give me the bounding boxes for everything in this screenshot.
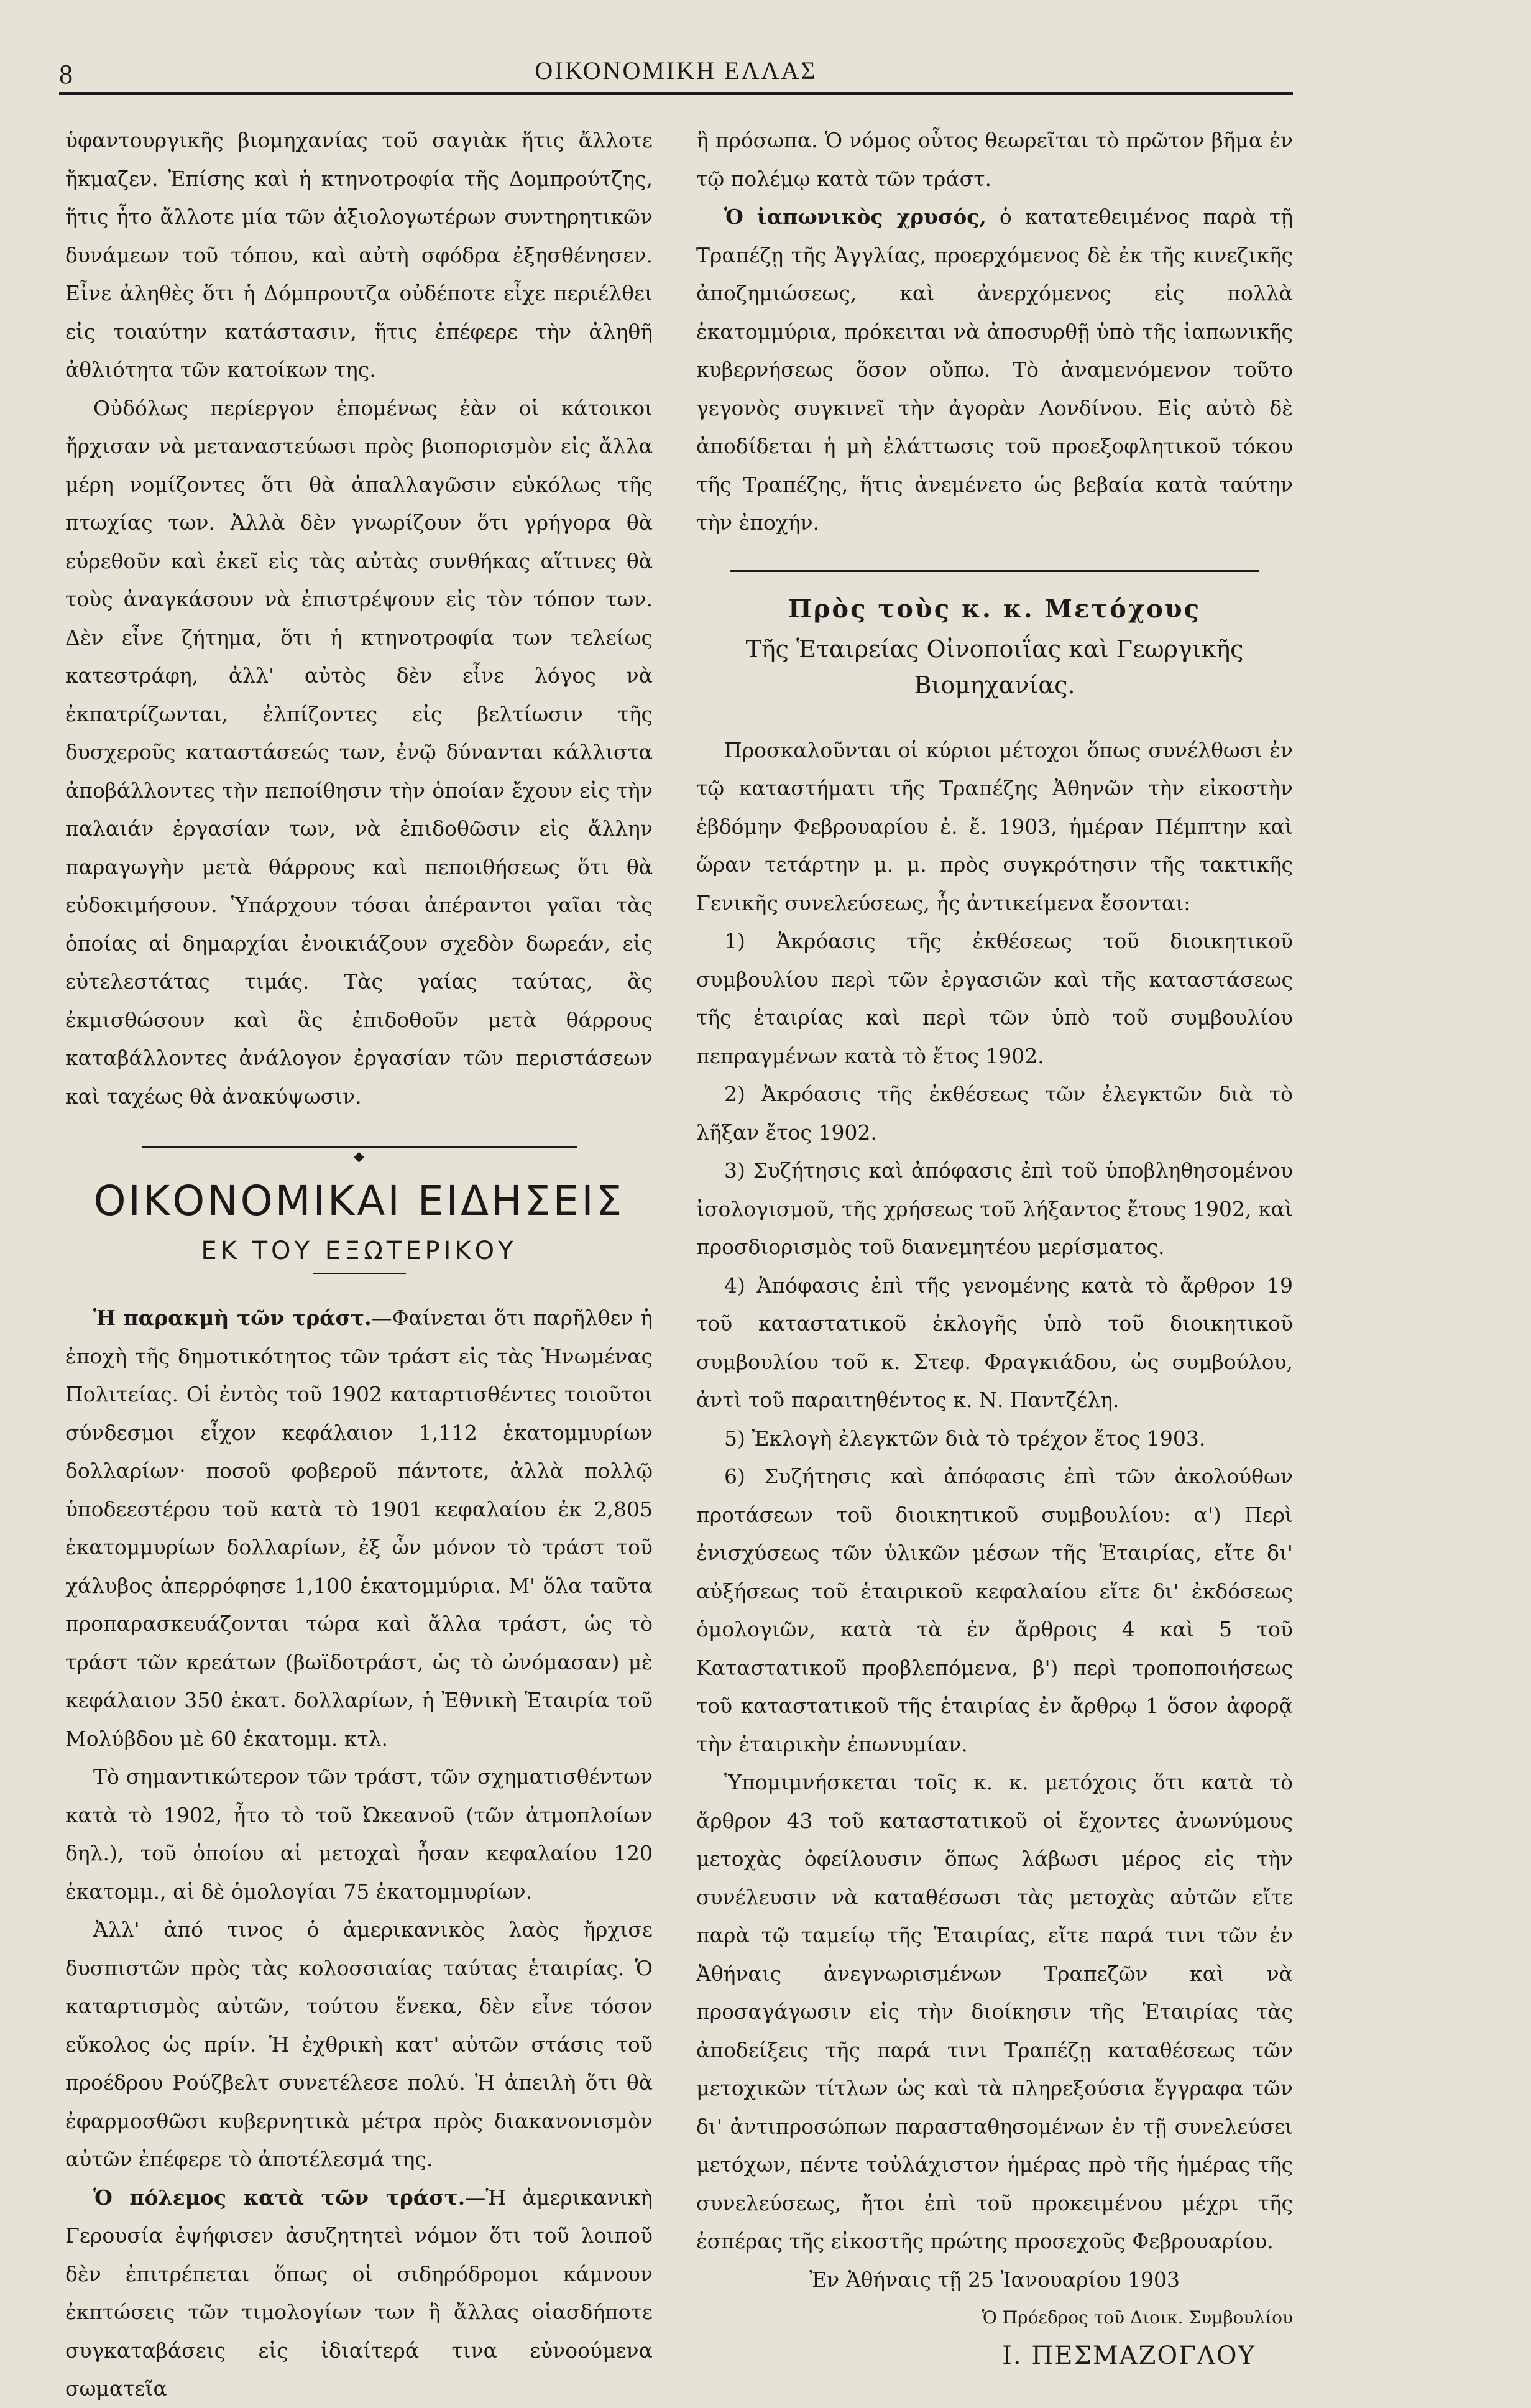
header-rule <box>59 92 1293 95</box>
agenda-item-1: 1) Ἀκρόασις τῆς ἐκθέσεως τοῦ διοικητικοῦ συμβουλίου περὶ τῶν ἐργασιῶν καὶ τῆς καταστάσεως τῆς ἑταιρίας καὶ περὶ τῶν ὑπὸ τοῦ συμβουλίου πεπραγμένων κατὰ τὸ ἔτος 1902. <box>696 929 1293 1068</box>
section-subtitle: ΕΚ ΤΟΥ ΕΞΩΤΕΡΙΚΟΥ <box>201 1237 517 1265</box>
notice-intro: Προσκαλοῦνται οἱ κύριοι μέτοχοι ὅπως συνέλθωσι ἐν τῷ καταστήματι τῆς Τραπέζης Ἀθηνῶν τὴν εἰκοστὴν ἑβδόμην Φεβρουαρίου ἐ. ἔ. 1903, ἡμέραν Πέμπτην καὶ ὥραν τετάρτην μ. μ. πρὸς συγκρότησιν τῆς τακτικῆς Γενικῆς συνελεύσεως, ἧς ἀντικείμενα ἔσονται: <box>696 737 1293 915</box>
agenda-item-6: 6) Συζήτησις καὶ ἀπόφασις ἐπὶ τῶν ἀκολούθων προτάσεων τοῦ διοικητικοῦ συμβουλίου: α') Περὶ ἐνισχύσεως τῶν ὑλικῶν μέσων τῆς Ἑταιρίας, εἴτε δι' αὐξήσεως τοῦ ἑταιρικοῦ κεφαλαίου εἴτε δι' ἐκδόσεως ὁμολογιῶν, κατὰ τὰ ἐν ἄρθροις 4 καὶ 5 τοῦ Καταστατικοῦ προβλεπόμενα, β') περὶ τροποποιήσεως τοῦ καταστατικοῦ τῆς ἑταιρίας ἐν ἄρθρῳ 1 ὅσον ἀφορᾷ τὴν ἑταιρικὴν ἐπωνυμίαν. <box>696 1464 1293 1756</box>
left-column <box>65 121 653 2408</box>
notice-date: Ἐν Ἀθήναις τῇ 25 Ἰανουαρίου 1903 <box>809 2267 1180 2292</box>
news-headline: Ὁ ἰαπωνικὸς χρυσός, <box>724 205 986 229</box>
page-header <box>59 56 1293 93</box>
news-headline: Ἡ παρακμὴ τῶν τράστ. <box>93 1306 372 1330</box>
agenda-item-3: 3) Συζήτησις καὶ ἀπόφασις ἐπὶ τοῦ ὑποβληθησομένου ἰσολογισμοῦ, τῆς χρήσεως τοῦ λήξαντος ἔτους 1902, καὶ προσδιορισμὸς τοῦ διανεμητέου μερίσματος. <box>696 1158 1293 1259</box>
journal-title: ΟΙΚΟΝΟΜΙΚΗ ΕΛΛΑΣ <box>535 57 817 85</box>
page-number: 8 <box>59 59 73 90</box>
signer-name: Ι. ΠΕΣΜΑΖΟΓΛΟΥ <box>1002 2341 1256 2370</box>
agenda-item-4: 4) Ἀπόφασις ἐπὶ τῆς γενομένης κατὰ τὸ ἄρθρον 19 τοῦ καταστατικοῦ ἐκλογῆς ὑπὸ τοῦ διοικητικοῦ συμβουλίου τοῦ κ. Στεφ. Φραγκιάδου, ὡς συμβούλου, ἀντὶ τοῦ παραιτηθέντος κ. Ν. Παντζέλη. <box>696 1273 1293 1412</box>
news-paragraph: Ἀλλ' ἀπό τινος ὁ ἀμερικανικὸς λαὸς ἤρχισε δυσπιστῶν πρὸς τὰς κολοσσιαίας ταύτας ἑταιρίας. Ὁ καταρτισμὸς αὐτῶν, τούτου ἕνεκα, δὲν εἶνε τόσον εὔκολος ὡς πρίν. Ἡ ἐχθρικὴ κατ' αὐτῶν στάσις τοῦ προέδρου Ρούζβελτ συνετέλεσε πολύ. Ἡ ἀπειλὴ ὅτι θὰ ἐφαρμοσθῶσι κυβερνητικὰ μέτρα πρὸς διακανονισμὸν αὐτῶν ἐπέφερε τὸ ἀποτέλεσμά της. <box>65 1917 653 2171</box>
news-continuation: ἢ πρόσωπα. Ὁ νόμος οὗτος θεωρεῖται τὸ πρῶτον βῆμα ἐν τῷ πολέμῳ κατὰ τῶν τράστ. <box>696 128 1293 191</box>
news-body: —Φαίνεται ὅτι παρῆλθεν ἡ ἐποχὴ τῆς δημοτικότητος τῶν τράστ εἰς τὰς Ἡνωμένας Πολιτείας. Οἱ ἐντὸς τοῦ 1902 καταρτισθέντες τοιοῦτοι σύνδεσμοι εἶχον κεφάλαιον 1,112 ἑκατομμυρίων δολλαρίων· ποσοῦ φοβεροῦ πάντοτε, ἀλλὰ πολλῷ ὑποδεεστέρου τοῦ κατὰ τὸ 1901 κεφαλαίου ἐκ 2,805 ἑκατομμυρίων δολλαρίων, ἐξ ὧν μόνον τὸ τράστ τοῦ χάλυβος ἀπερρόφησε 1,100 ἑκατομμύρια. Μ' ὅλα ταῦτα προπαρασκευάζονται τώρα καὶ ἄλλα τράστ, ὡς τὸ τράστ τῶν κρεάτων (βωϊδοτράστ, ὡς τὸ ὠνόμασαν) μὲ κεφάλαιον 350 ἑκατ. δολλαρίων, ἡ Ἐθνικὴ Ἑταιρία τοῦ Μολύβδου μὲ 60 ἑκατομμ. κτλ. <box>65 1306 653 1751</box>
article-paragraph-1: ὑφαντουργικῆς βιομηχανίας τοῦ σαγιὰκ ἥτις ἄλλοτε ἤκμαζεν. Ἐπίσης καὶ ἡ κτηνοτροφία τῆς Δομπρούτζης, ἥτις ἦτο ἄλλοτε μία τῶν ἀξιολογωτέρων συντηρητικῶν δυνάμεων τοῦ τόπου, καὶ αὐτὴ σφόδρα ἐξησθένησεν. Εἶνε ἀληθὲς ὅτι ἡ Δόμπρουτζα οὐδέποτε εἶχε περιέλθει εἰς τοιαύτην κατάστασιν, ἥτις ἐπέφερε τὴν ἀληθῆ ἀθλιότητα τῶν κατοίκων της. <box>65 128 653 382</box>
news-item-war-on-trusts <box>65 2179 653 2408</box>
article-paragraph-2: Οὐδόλως περίεργον ἑπομένως ἐὰν οἱ κάτοικοι ἤρχισαν νὰ μεταναστεύωσι πρὸς βιοπορισμὸν εἰς ἄλλα μέρη νομίζοντες ὅτι θὰ ἀπαλλαγῶσιν εὐκόλως τῆς πτωχίας των. Ἀλλὰ δὲν γνωρίζουν ὅτι γρήγορα θὰ εὑρεθοῦν καὶ ἐκεῖ εἰς τὰς αὐτὰς συνθήκας αἵτινες θὰ τοὺς ἀναγκάσουν νὰ ἐπιστρέψουν εἰς τὸν τόπον των. Δὲν εἶνε ζήτημα, ὅτι ἡ κτηνοτροφία των τελείως κατεστράφη, ἀλλ' αὐτὸς δὲν εἶνε λόγος νὰ ἐκπατρίζωνται, ἐλπίζοντες εἰς βελτίωσιν τῆς δυσχεροῦς καταστάσεώς των, ἐνῷ δύνανται κάλλιστα ἀποβάλλοντες τὴν πεποίθησιν τὴν ὁποίαν ἔχουν εἰς τὴν παλαιάν ἐργασίαν των, νὰ ἐπιδοθῶσιν εἰς ἄλλην παραγωγὴν μετὰ θάρρους καὶ πεποιθήσεως ὅτι θὰ εὐδοκιμήσουν. Ὑπάρχουν τόσαι ἀπέραντοι γαῖαι τὰς ὁποίας αἱ δημαρχίαι ἐνοικιάζουν σχεδὸν δωρεάν, εἰς εὐτελεστάτας τιμάς. Τὰς γαίας ταύτας, ἂς ἐκμισθώσουν καὶ ἂς ἐπιδοθοῦν μετὰ θάρρους καταβάλλοντες ἀνάλογον ἐργασίαν τῶν περιστάσεων καὶ ταχέως θὰ ἀνακύψωσιν. <box>65 395 653 1109</box>
news-body: ὁ κατατεθειμένος παρὰ τῇ Τραπέζῃ τῆς Ἀγγλίας, προερχόμενος δὲ ἐκ τῆς κινεζικῆς ἀποζημιώσεως, καὶ ἀνερχόμενος εἰς πολλὰ ἑκατομμύρια, πρόκειται νὰ ἀποσυρθῇ ὑπὸ τῆς ἰαπωνικῆς κυβερνήσεως ὅσον οὔπω. Τὸ ἀναμενόμενον τοῦτο γεγονὸς συγκινεῖ τὴν ἀγορὰν Λονδίνου. Εἰς αὐτὸ δὲ ἀποδίδεται ἡ μὴ ἐλάττωσις τοῦ προεξοφλητικοῦ τόκου τῆς Τραπέζης, ἥτις ἀνεμένετο ὡς βεβαία κατὰ ταύτην τὴν ἐποχήν. <box>696 205 1293 535</box>
notice-reminder: Ὑπομιμνήσκεται τοῖς κ. κ. μετόχοις ὅτι κατὰ τὸ ἄρθρον 43 τοῦ καταστατικοῦ οἱ ἔχοντες ἀνωνύμους μετοχὰς ὀφείλουσιν ὅπως λάβωσι μέρος εἰς τὴν συνέλευσιν νὰ καταθέσωσι τὰς μετοχὰς αὐτῶν εἴτε παρὰ τῷ ταμείῳ τῆς Ἑταιρίας, εἴτε παρά τινι τῶν ἐν Ἀθήναις ἀνεγνωρισμένων Τραπεζῶν καὶ νὰ προσαγάγωσιν εἰς τὴν διοίκησιν τῆς Ἑταιρίας τὰς ἀποδείξεις τῆς παρά τινι Τραπέζῃ καταθέσεως τῶν μετοχικῶν τίτλων ὡς καὶ τὰ πληρεξούσια ἔγγραφα τῶν δι' ἀντιπροσώπων παρασταθησομένων ἐν τῇ συνελεύσει μετόχων, πέντε τοὐλάχιστον ἡμέρας πρὸ τῆς ἡμέρας τῆς συνελεύσεως, ἤτοι ἐπὶ τοῦ προκειμένου μέχρι τῆς ἑσπέρας τῆς εἰκοστῆς πρώτης προσεχοῦς Φεβρουαρίου. <box>696 1770 1293 2253</box>
news-body: —Ἡ ἀμερικανικὴ Γερουσία ἐψήφισεν ἀσυζητητεὶ νόμον ὅτι τοῦ λοιποῦ δὲν ἐπιτρέπεται ὅπως οἱ σιδηρόδρομοι κάμνουν ἐκπτώσεις τῶν τιμολογίων των ἢ ἄλλας οἱασδήποτε συγκαταβάσεις εἰς ἰδιαίτερά τινα εὐνοούμενα σωματεῖα <box>65 2185 653 2401</box>
agenda-item-2: 2) Ἀκρόασις τῆς ἐκθέσεως τῶν ἐλεγκτῶν διὰ τὸ λῆξαν ἔτος 1902. <box>696 1082 1293 1145</box>
notice-title: Πρὸς τοὺς κ. κ. Μετόχους <box>788 594 1201 624</box>
news-item-japanese-gold <box>696 198 1293 542</box>
news-paragraph: Τὸ σημαντικώτερον τῶν τράστ, τῶν σχηματισθέντων κατὰ τὸ 1902, ἦτο τὸ τοῦ Ὠκεανοῦ (τῶν ἀτμοπλοίων δηλ.), τοῦ ὁποίου αἱ μετοχαὶ ἦσαν κεφαλαίου 120 ἑκατομμ., αἱ δὲ ὁμολογίαι 75 ἑκατομμυρίων. <box>65 1764 653 1904</box>
agenda-item-5: 5) Ἐκλογὴ ἐλεγκτῶν διὰ τὸ τρέχον ἔτος 1903. <box>724 1426 1206 1451</box>
right-column <box>696 121 1293 2375</box>
news-headline: Ὁ πόλεμος κατὰ τῶν τράστ. <box>93 2185 466 2210</box>
news-item-trust-decline <box>65 1299 653 1758</box>
section-divider <box>142 1146 577 1148</box>
notice-subtitle: Τῆς Ἑταιρείας Οἰνοποιΐας καὶ Γεωργικῆς Βιομηχανίας. <box>745 635 1244 699</box>
section-title: ΟΙΚΟΝΟΜΙΚΑΙ ΕΙΔΗΣΕΙΣ <box>93 1177 625 1225</box>
signer-role: Ὁ Πρόεδρος τοῦ Διοικ. Συμβουλίου <box>982 2307 1293 2328</box>
